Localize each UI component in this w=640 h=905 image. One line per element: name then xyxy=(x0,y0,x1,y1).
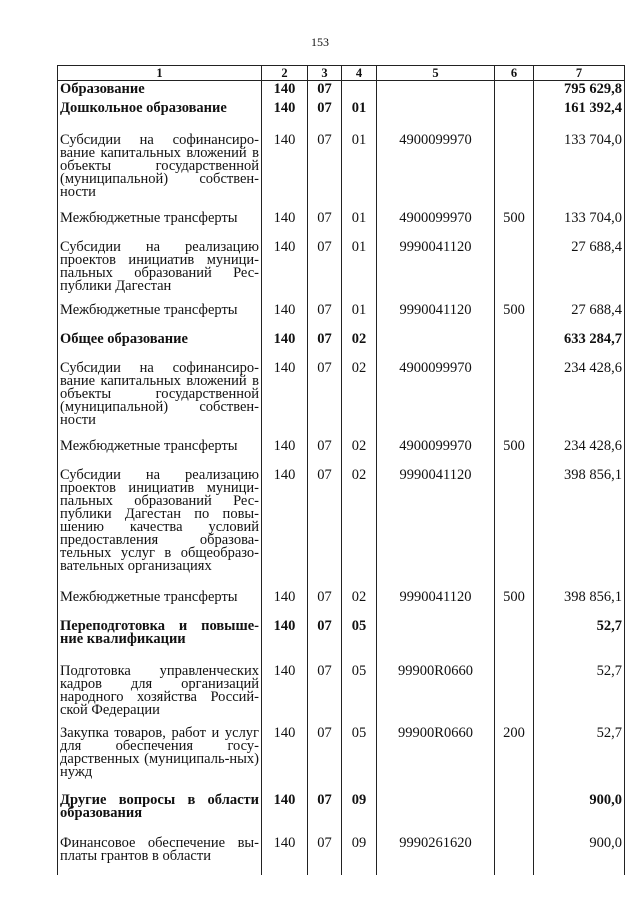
budget-table xyxy=(57,65,625,875)
section-code: 07 xyxy=(308,794,342,837)
row-name: Субсидии на реализацию проектов инициатив муници-пальных образований Рес-публики Дагестан xyxy=(58,241,262,304)
ministry-code: 140 xyxy=(262,134,308,212)
expense-type-code xyxy=(495,794,534,837)
ministry-code: 140 xyxy=(262,440,308,469)
table-row xyxy=(58,241,625,304)
ministry-code: 140 xyxy=(262,620,308,665)
subsection-code: 05 xyxy=(342,665,377,727)
table-row xyxy=(58,440,625,469)
section-code: 07 xyxy=(308,665,342,727)
subsection-code: 02 xyxy=(342,333,377,362)
subsection-code: 01 xyxy=(342,212,377,241)
amount: 900,0 xyxy=(534,837,625,875)
subsection-code: 01 xyxy=(342,304,377,333)
ministry-code: 140 xyxy=(262,241,308,304)
ministry-code: 140 xyxy=(262,81,308,102)
row-name: Переподготовка и повыше-ние квалификации xyxy=(58,620,262,665)
amount: 398 856,1 xyxy=(534,591,625,620)
section-code: 07 xyxy=(308,333,342,362)
subsection-code: 09 xyxy=(342,837,377,875)
row-name: Подготовка управленческих кадров для организаций народного хозяйства Россий-ской Федерации xyxy=(58,665,262,727)
section-code: 07 xyxy=(308,440,342,469)
row-name: Межбюджетные трансферты xyxy=(58,440,262,469)
target-article-code: 9990261620 xyxy=(377,837,495,875)
amount: 52,7 xyxy=(534,620,625,665)
ministry-code: 140 xyxy=(262,591,308,620)
ministry-code: 140 xyxy=(262,837,308,875)
expense-type-code: 200 xyxy=(495,727,534,794)
section-code: 07 xyxy=(308,620,342,665)
ministry-code: 140 xyxy=(262,362,308,440)
section-code: 07 xyxy=(308,362,342,440)
amount: 133 704,0 xyxy=(534,212,625,241)
amount: 795 629,8 xyxy=(534,81,625,102)
target-article-code: 4900099970 xyxy=(377,440,495,469)
section-code: 07 xyxy=(308,134,342,212)
table-row xyxy=(58,727,625,794)
expense-type-code xyxy=(495,81,534,102)
amount: 161 392,4 xyxy=(534,102,625,134)
row-name: Субсидии на софинансиро-вание капитальных вложений в объекты государственной (муниципальной) собствен-ности xyxy=(58,134,262,212)
table-row xyxy=(58,665,625,727)
section-code: 07 xyxy=(308,469,342,591)
target-article-code xyxy=(377,620,495,665)
ministry-code: 140 xyxy=(262,665,308,727)
ministry-code: 140 xyxy=(262,794,308,837)
row-name: Субсидии на софинансиро-вание капитальных вложений в объекты государственной (муниципальной) собствен-ности xyxy=(58,362,262,440)
row-name: Финансовое обеспечение вы-платы грантов в области xyxy=(58,837,262,875)
table-row xyxy=(58,134,625,212)
target-article-code: 4900099970 xyxy=(377,212,495,241)
target-article-code xyxy=(377,333,495,362)
expense-type-code: 500 xyxy=(495,304,534,333)
ministry-code: 140 xyxy=(262,102,308,134)
section-code: 07 xyxy=(308,591,342,620)
column-header: 2 xyxy=(262,66,308,81)
table-row xyxy=(58,212,625,241)
section-code: 07 xyxy=(308,727,342,794)
expense-type-code xyxy=(495,469,534,591)
target-article-code xyxy=(377,81,495,102)
row-name: Межбюджетные трансферты xyxy=(58,212,262,241)
expense-type-code xyxy=(495,333,534,362)
section-code: 07 xyxy=(308,304,342,333)
target-article-code xyxy=(377,794,495,837)
expense-type-code xyxy=(495,241,534,304)
table-body xyxy=(58,81,625,875)
ministry-code: 140 xyxy=(262,333,308,362)
target-article-code: 4900099970 xyxy=(377,134,495,212)
row-name: Образование xyxy=(58,81,262,102)
subsection-code: 01 xyxy=(342,134,377,212)
amount: 27 688,4 xyxy=(534,304,625,333)
expense-type-code xyxy=(495,134,534,212)
expense-type-code xyxy=(495,620,534,665)
row-name: Межбюджетные трансферты xyxy=(58,304,262,333)
table-row xyxy=(58,591,625,620)
amount: 52,7 xyxy=(534,665,625,727)
table-row xyxy=(58,620,625,665)
row-name: Субсидии на реализацию проектов инициатив муници-пальных образований Рес-публики Дагестан по повы-шению качества условий предоставления образова-тельных услуг в общеобразо-вательных организациях xyxy=(58,469,262,591)
table-row xyxy=(58,333,625,362)
table-row xyxy=(58,794,625,837)
expense-type-code: 500 xyxy=(495,591,534,620)
expense-type-code xyxy=(495,102,534,134)
subsection-code: 01 xyxy=(342,241,377,304)
table-row xyxy=(58,102,625,134)
expense-type-code xyxy=(495,837,534,875)
subsection-code: 09 xyxy=(342,794,377,837)
expense-type-code xyxy=(495,362,534,440)
section-code: 07 xyxy=(308,212,342,241)
target-article-code: 9990041120 xyxy=(377,469,495,591)
subsection-code xyxy=(342,81,377,102)
subsection-code: 01 xyxy=(342,102,377,134)
section-code: 07 xyxy=(308,81,342,102)
amount: 133 704,0 xyxy=(534,134,625,212)
target-article-code: 9990041120 xyxy=(377,241,495,304)
column-header: 5 xyxy=(377,66,495,81)
table-row xyxy=(58,362,625,440)
ministry-code: 140 xyxy=(262,304,308,333)
target-article-code: 9990041120 xyxy=(377,591,495,620)
amount: 234 428,6 xyxy=(534,440,625,469)
expense-type-code: 500 xyxy=(495,440,534,469)
table-row xyxy=(58,469,625,591)
subsection-code: 02 xyxy=(342,469,377,591)
subsection-code: 02 xyxy=(342,362,377,440)
column-header: 3 xyxy=(308,66,342,81)
column-header: 1 xyxy=(58,66,262,81)
subsection-code: 02 xyxy=(342,440,377,469)
table-row xyxy=(58,837,625,875)
row-name: Закупка товаров, работ и услуг для обеспечения госу-дарственных (муниципаль-ных) нужд xyxy=(58,727,262,794)
table-header-row xyxy=(58,66,625,81)
row-name: Дошкольное образование xyxy=(58,102,262,134)
target-article-code: 4900099970 xyxy=(377,362,495,440)
table-row xyxy=(58,81,625,102)
amount: 52,7 xyxy=(534,727,625,794)
ministry-code: 140 xyxy=(262,469,308,591)
column-header: 6 xyxy=(495,66,534,81)
row-name: Общее образование xyxy=(58,333,262,362)
section-code: 07 xyxy=(308,102,342,134)
table-row xyxy=(58,304,625,333)
expense-type-code: 500 xyxy=(495,212,534,241)
target-article-code: 99900R0660 xyxy=(377,665,495,727)
amount: 633 284,7 xyxy=(534,333,625,362)
column-header: 4 xyxy=(342,66,377,81)
row-name: Другие вопросы в области образования xyxy=(58,794,262,837)
subsection-code: 02 xyxy=(342,591,377,620)
amount: 27 688,4 xyxy=(534,241,625,304)
target-article-code: 9990041120 xyxy=(377,304,495,333)
row-name: Межбюджетные трансферты xyxy=(58,591,262,620)
page-number: 153 xyxy=(311,35,329,49)
subsection-code: 05 xyxy=(342,727,377,794)
target-article-code: 99900R0660 xyxy=(377,727,495,794)
amount: 398 856,1 xyxy=(534,469,625,591)
subsection-code: 05 xyxy=(342,620,377,665)
amount: 234 428,6 xyxy=(534,362,625,440)
column-header: 7 xyxy=(534,66,625,81)
expense-type-code xyxy=(495,665,534,727)
target-article-code xyxy=(377,102,495,134)
ministry-code: 140 xyxy=(262,212,308,241)
section-code: 07 xyxy=(308,241,342,304)
ministry-code: 140 xyxy=(262,727,308,794)
amount: 900,0 xyxy=(534,794,625,837)
section-code: 07 xyxy=(308,837,342,875)
